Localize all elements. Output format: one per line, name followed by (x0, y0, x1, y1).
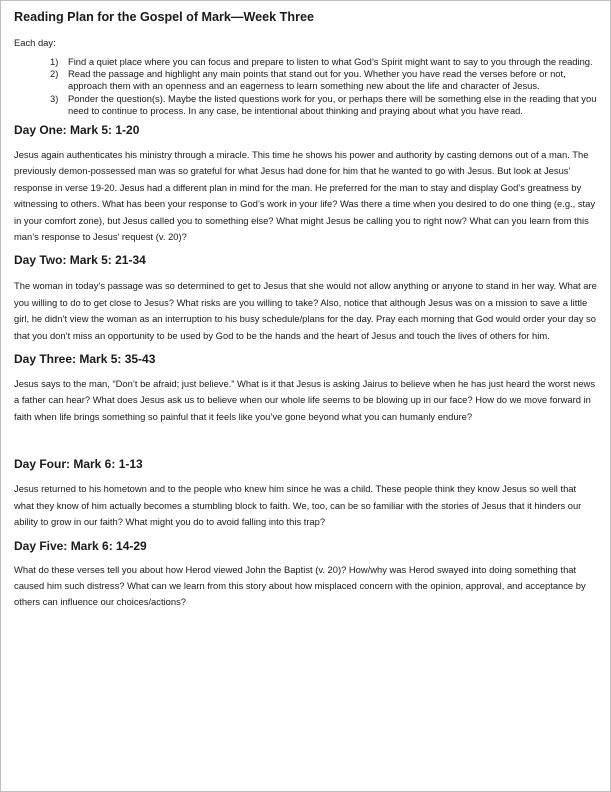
instruction-item (14, 68, 598, 92)
day-five-text: What do these verses tell you about how Herod viewed John the Baptist (v. 20)? How/why was Herod swayed into doing something that caused him such distress? What can we learn from this story about how misplaced concern with the opinion, approval, and acceptance by others can influence our choices/actions? (14, 563, 586, 608)
day-one-text: Jesus again authenticates his ministry through a miracle. This time he shows his power and authority by casting demons out of a man. The previously demon-possessed man was so grateful for what Jesus had done for him that he wanted to go with Jesus. But look at Jesus’ response in verse 19-20. Jesus had a different plan in mind for the man. He preferred for the man to stay and display God’s greatness by witnessing to others. What has been your response to God’s work in your life? Was there a time when you desired to do one thing (e.g., stay in your comfort zone), but Jesus called you to something else? What might Jesus be calling you to right now? What can you learn from this man’s response to Jesus’ request (v. 20)? (14, 149, 596, 243)
day-three-section (14, 351, 598, 425)
day-three-text: Jesus says to the man, “Don’t be afraid; just believe.” What is it that Jesus is asking Jairus to believe when he has just heard the worst news a father can hear? What does Jesus ask us to believe when our whole life seems to be blowing up in our face? How do we move forward in faith when life brings something so painful that it feels like you’ve gone beyond what you can humanly endure? (14, 378, 596, 422)
day-three-heading: Day Three: Mark 5: 35-43 (14, 352, 156, 367)
page-title: Reading Plan for the Gospel of Mark—Week Three (14, 10, 314, 24)
day-four-section (14, 456, 598, 530)
day-five-heading: Day Five: Mark 6: 14-29 (14, 538, 147, 553)
instruction-item (14, 56, 598, 68)
instruction-text: Find a quiet place where you can focus and prepare to listen to what God’s Spirit might want to say to you through the reading. (68, 56, 593, 67)
instruction-text: Read the passage and highlight any main points that stand out for you. Whether you have read the verses before or not, approach them with an openness and an eagerness to learn something new about the life and character of Jesus. (68, 68, 566, 92)
day-four-heading: Day Four: Mark 6: 1-13 (14, 457, 143, 472)
day-two-text: The woman in today’s passage was so determined to get to Jesus that she would not allow anything or anyone to stand in her way. What are you willing to do to get close to Jesus? What risks are you willing to take? Also, notice that although Jesus was on a mission to save a little girl, he didn’t view the woman as an interruption to his busy schedule/plans for the day. Pray each morning that God would order your day so that you don’t miss an opportunity to be used by God to be the hands and the heart of Jesus and touch the lives of others for him. (14, 280, 597, 341)
instruction-item (14, 93, 598, 117)
day-two-section (14, 252, 598, 344)
document-content (14, 9, 598, 611)
day-four-text: Jesus returned to his hometown and to the people who knew him since he was a child. These people think they know Jesus so well that what they know of him actually becomes a stumbling block to faith. We, too, can be so familiar with the stories of Jesus that it hinders our ability to grow in our faith? What might you do to avoid falling into this trap? (14, 483, 582, 528)
day-one-heading: Day One: Mark 5: 1-20 (14, 123, 140, 138)
intro-text: Each day: (14, 37, 56, 48)
instruction-list (14, 56, 598, 117)
instruction-number: 3) (50, 92, 59, 104)
day-two-heading: Day Two: Mark 5: 21-34 (14, 253, 146, 268)
day-one-section (14, 122, 598, 245)
instruction-number: 1) (50, 56, 59, 67)
instruction-text: Ponder the question(s). Maybe the listed questions work for you, or perhaps there will be something else in the reading that you need to continue to process. In any case, be intentional about thinking and praying about what you have read. (68, 92, 597, 116)
instruction-number: 2) (50, 68, 59, 80)
day-five-section (14, 538, 598, 611)
